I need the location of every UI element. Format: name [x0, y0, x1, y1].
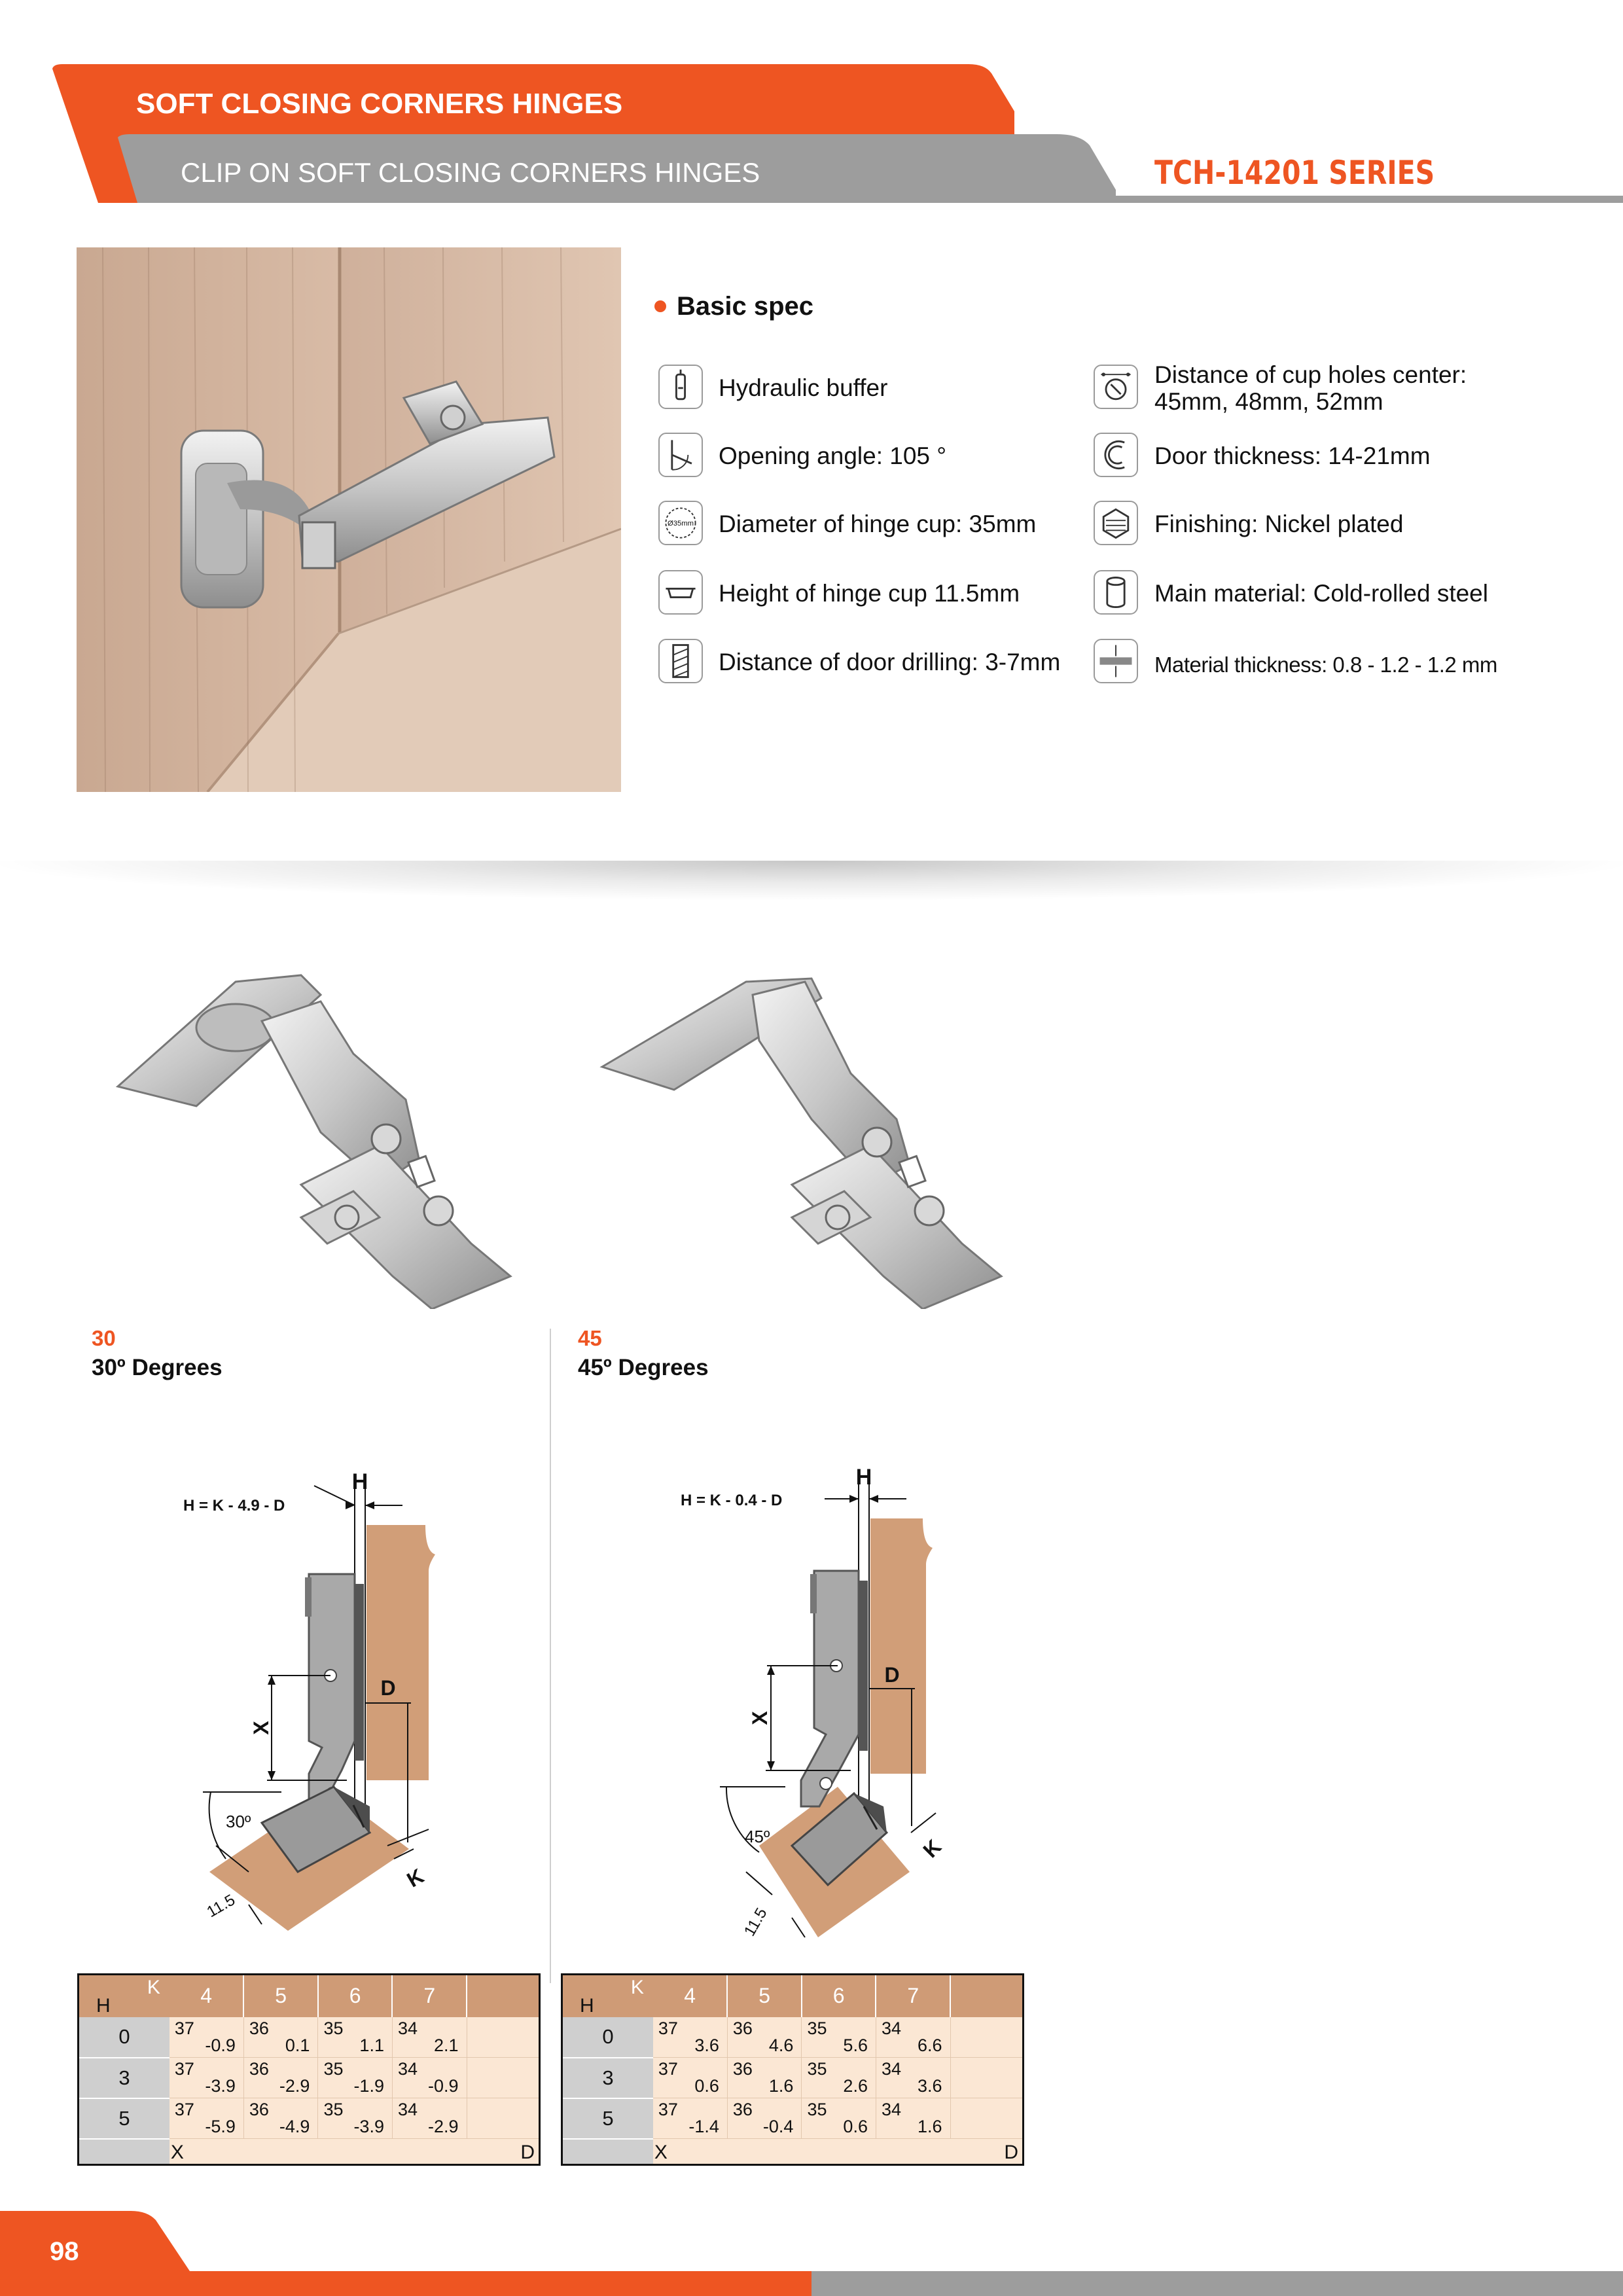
k-header-blank [467, 1975, 540, 2017]
table-footer-row [562, 2139, 1024, 2165]
svg-text:11.5: 11.5 [740, 1905, 771, 1939]
table-cell: 35 5.6 [802, 2017, 876, 2058]
spec-hydraulic-buffer: Hydraulic buffer [719, 374, 888, 401]
page-number: 98 [50, 2237, 79, 2266]
footer-banner [0, 2206, 1623, 2296]
table-cell: 36 1.6 [727, 2058, 802, 2098]
svg-text:H = K - 0.4 - D: H = K - 0.4 - D [681, 1492, 783, 1509]
door-thickness-icon [1094, 433, 1138, 477]
page-title: SOFT CLOSING CORNERS HINGES [136, 88, 623, 120]
svg-text:X: X [249, 1721, 273, 1735]
spec-cup-height: Height of hinge cup 11.5mm [719, 580, 1020, 607]
table-cell: 36 0.1 [243, 2017, 318, 2058]
table-cell: 37 -0.9 [169, 2017, 244, 2058]
spec-finishing: Finishing: Nickel plated [1154, 511, 1404, 537]
table-cell: 37 -3.9 [169, 2058, 244, 2098]
k-header: 5 [727, 1975, 802, 2017]
main-material-icon [1094, 570, 1138, 615]
spec-opening-angle: Opening angle: 105 ° [719, 442, 947, 469]
svg-text:11.5: 11.5 [204, 1891, 238, 1922]
section-divider-shadow [0, 861, 1623, 900]
table-cell: 34 2.1 [392, 2017, 467, 2058]
variant-30-number: 30 [92, 1326, 116, 1350]
svg-text:K: K [918, 1835, 946, 1863]
table-corner: K H [562, 1975, 653, 2017]
door-drilling-icon [658, 639, 703, 683]
table-corner: K H [79, 1975, 169, 2017]
cup-holes-icon [1094, 365, 1138, 409]
svg-text:H = K - 4.9 - D: H = K - 4.9 - D [183, 1497, 285, 1515]
variant-30-label: 30º Degrees [92, 1355, 223, 1380]
hinge-30-render [105, 969, 524, 1309]
spec-door-thickness: Door thickness: 14-21mm [1154, 442, 1431, 469]
h-value: 3 [79, 2058, 169, 2098]
page-subtitle: CLIP ON SOFT CLOSING CORNERS HINGES [181, 157, 760, 188]
table-row [79, 2017, 540, 2058]
table-cell-blank [467, 2058, 540, 2098]
h-value: 0 [562, 2017, 653, 2058]
variant-45-number: 45 [578, 1326, 602, 1350]
k-header-blank [950, 1975, 1024, 2017]
table-cell: 37 3.6 [653, 2017, 728, 2058]
k-header: 6 [318, 1975, 393, 2017]
spec-bullet [654, 300, 666, 312]
k-header: 5 [243, 1975, 318, 2017]
table-cell: 37 -5.9 [169, 2098, 244, 2139]
technical-drawing-45 [654, 1466, 969, 1950]
k-header: 7 [392, 1975, 467, 2017]
table-cell: 34 3.6 [876, 2058, 950, 2098]
table-row [562, 2058, 1024, 2098]
spec-cup-diameter: Diameter of hinge cup: 35mm [719, 511, 1037, 537]
column-separator [550, 1329, 551, 1983]
svg-text:H: H [351, 1469, 368, 1494]
table-cell: 34 -2.9 [392, 2098, 467, 2139]
k-header: 6 [802, 1975, 876, 2017]
product-photo [77, 247, 621, 792]
table-cell: 36 -2.9 [243, 2058, 318, 2098]
k-header: 4 [169, 1975, 244, 2017]
spec-cup-holes-line2: 45mm, 48mm, 52mm [1154, 388, 1383, 415]
table-30 [77, 1973, 541, 2166]
h-value: 5 [562, 2098, 653, 2139]
table-cell: 37 -1.4 [653, 2098, 728, 2139]
spec-cup-holes-line1: Distance of cup holes center: [1154, 361, 1467, 388]
table-cell-blank [950, 2098, 1024, 2139]
table-cell: 34 6.6 [876, 2017, 950, 2058]
table-cell: 35 2.6 [802, 2058, 876, 2098]
svg-text:Ø35mm: Ø35mm [667, 519, 694, 528]
svg-text:K: K [402, 1863, 428, 1892]
table-cell: 35 -1.9 [318, 2058, 393, 2098]
table-cell-blank [950, 2058, 1024, 2098]
k-header: 4 [653, 1975, 728, 2017]
spec-main-material: Main material: Cold-rolled steel [1154, 580, 1488, 607]
h-value: 3 [562, 2058, 653, 2098]
spec-door-drilling: Distance of door drilling: 3-7mm [719, 649, 1061, 675]
svg-text:30º: 30º [226, 1812, 251, 1831]
series-label: TCH-14201 SERIES [1154, 154, 1435, 192]
cup-height-icon [658, 570, 703, 615]
table-cell: 36 -0.4 [727, 2098, 802, 2139]
spec-heading: Basic spec [677, 292, 814, 321]
h-value: 0 [79, 2017, 169, 2058]
svg-text:D: D [380, 1676, 396, 1700]
opening-angle-icon [658, 433, 703, 477]
svg-text:45º: 45º [745, 1827, 770, 1846]
hinge-45-render [596, 969, 1014, 1309]
table-cell: 34 -0.9 [392, 2058, 467, 2098]
table-cell: 35 0.6 [802, 2098, 876, 2139]
material-thickness-icon [1094, 639, 1138, 683]
table-row [562, 2017, 1024, 2058]
table-row [79, 2098, 540, 2139]
table-cell-blank [467, 2017, 540, 2058]
table-cell: 36 4.6 [727, 2017, 802, 2058]
table-cell-blank [467, 2098, 540, 2139]
table-cell: 35 -3.9 [318, 2098, 393, 2139]
table-cell-blank [950, 2017, 1024, 2058]
table-cell: 35 1.1 [318, 2017, 393, 2058]
spec-material-thickness: Material thickness: 0.8 - 1.2 - 1.2 mm [1154, 653, 1497, 677]
variant-45-label: 45º Degrees [578, 1355, 709, 1380]
table-footer-row [79, 2139, 540, 2165]
h-value: 5 [79, 2098, 169, 2139]
footer-d: D [1004, 2142, 1018, 2163]
table-45 [561, 1973, 1024, 2166]
table-cell: 36 -4.9 [243, 2098, 318, 2139]
svg-text:H: H [855, 1466, 872, 1490]
finishing-icon [1094, 501, 1138, 545]
svg-text:X: X [748, 1711, 772, 1725]
footer-d: D [520, 2142, 535, 2163]
footer-x: X [654, 2142, 668, 2163]
technical-drawing-30 [157, 1466, 471, 1950]
cup-diameter-icon [658, 501, 703, 545]
svg-text:D: D [884, 1663, 900, 1687]
table-cell: 37 0.6 [653, 2058, 728, 2098]
table-row [79, 2058, 540, 2098]
footer-x: X [170, 2142, 184, 2163]
k-header: 7 [876, 1975, 950, 2017]
table-cell: 34 1.6 [876, 2098, 950, 2139]
hydraulic-buffer-icon [658, 365, 703, 409]
table-row [562, 2098, 1024, 2139]
